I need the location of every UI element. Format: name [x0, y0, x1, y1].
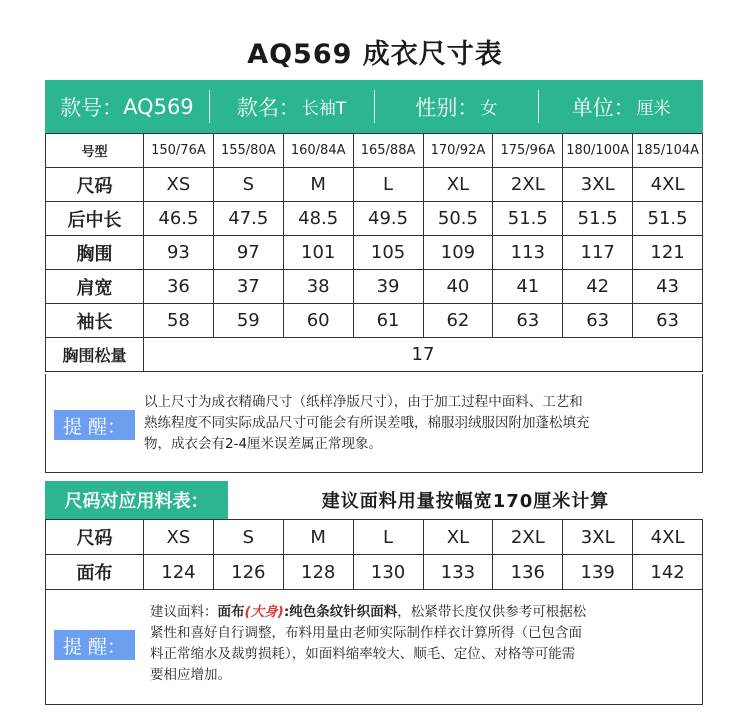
row-header: 肩宽: [46, 270, 144, 304]
table-cell: 126: [213, 555, 283, 590]
table-cell: 59: [213, 304, 283, 338]
reminder-box: [45, 374, 703, 473]
table-cell: 2XL: [493, 168, 563, 202]
table-cell: XS: [144, 520, 214, 555]
ease-value: 17: [144, 338, 703, 372]
gender: [375, 80, 539, 133]
table-cell: 62: [423, 304, 493, 338]
reminder-text: [144, 392, 590, 455]
table-cell: 130: [353, 555, 423, 590]
style-number-value: AQ569: [123, 94, 194, 119]
fabric-colon: :: [283, 604, 290, 620]
table-cell: 97: [213, 236, 283, 270]
table-row: [46, 134, 703, 168]
reminder-line: 以上尺寸为成衣精确尺寸（纸样净版尺寸），由于加工过程中面料、工艺和: [144, 394, 583, 410]
row-header: 后中长: [46, 202, 144, 236]
table-cell: S: [213, 520, 283, 555]
table-cell: 42: [563, 270, 633, 304]
row-header: 袖长: [46, 304, 144, 338]
reminder-line: 物，成衣会有2-4厘米误差属正常现象。: [144, 436, 383, 452]
table-cell: 51.5: [633, 202, 703, 236]
table-cell: 61: [353, 304, 423, 338]
reminder-line: [150, 602, 586, 623]
gender-label: 性别：: [415, 95, 479, 120]
table-cell: 101: [283, 236, 353, 270]
row-header: 尺码: [46, 520, 144, 555]
table-cell: 165/88A: [353, 134, 423, 168]
style-number-label: 款号：: [60, 95, 124, 120]
table-cell: 128: [283, 555, 353, 590]
reminder-line: 熟练程度不同实际成品尺寸可能会有所误差哦，棉服羽绒服因附加蓬松填充: [144, 415, 590, 431]
table-cell: 49.5: [353, 202, 423, 236]
row-header: 胸围松量: [46, 338, 144, 372]
table-cell: 185/104A: [633, 134, 703, 168]
unit-value: 厘米: [636, 99, 671, 119]
reminder-line: 紧性和喜好自行调整，布料用量由老师实际制作样衣计算所得（已包含面: [150, 625, 582, 641]
style-name: [210, 80, 374, 133]
table-cell: 60: [283, 304, 353, 338]
table-cell: 109: [423, 236, 493, 270]
table-row: [46, 520, 703, 555]
reminder-text: [150, 602, 586, 686]
table-cell: 160/84A: [283, 134, 353, 168]
fabric-type: 纯色条纹针织面料: [289, 604, 398, 620]
table-cell: 4XL: [633, 168, 703, 202]
size-chart-table: [45, 133, 703, 372]
table-cell: 58: [144, 304, 214, 338]
row-header: 面布: [46, 555, 144, 590]
table-cell: 105: [353, 236, 423, 270]
page-title: AQ569 成衣尺寸表: [247, 39, 503, 70]
style-name-label: 款名：: [236, 95, 300, 120]
table-cell: 4XL: [633, 520, 703, 555]
table-cell: 36: [144, 270, 214, 304]
table-cell: 47.5: [213, 202, 283, 236]
table-row: [46, 270, 703, 304]
unit: [539, 80, 703, 133]
table-row: [46, 304, 703, 338]
reminder-badge: 提 醒：: [54, 630, 135, 660]
table-cell: 38: [283, 270, 353, 304]
style-name-value: 长袖T: [301, 99, 347, 119]
table-cell: 93: [144, 236, 214, 270]
fabric-header-label: 尺码对应用料表：: [45, 481, 228, 519]
fabric-prefix: 建议面料：: [150, 604, 218, 620]
product-info-bar: [45, 80, 703, 133]
table-cell: 43: [633, 270, 703, 304]
table-cell: 3XL: [563, 520, 633, 555]
reminder-line: 料正常缩水及裁剪损耗），如面料缩率较大、顺毛、定位、对格等可能需: [150, 646, 576, 662]
gender-value: 女: [480, 99, 498, 119]
fabric-note: ，松紧带长度仅供参考可根据松: [397, 604, 587, 620]
table-cell: M: [283, 520, 353, 555]
table-cell: 121: [633, 236, 703, 270]
table-cell: 124: [144, 555, 214, 590]
table-cell: 117: [563, 236, 633, 270]
table-row: [46, 202, 703, 236]
table-row: [46, 168, 703, 202]
table-cell: 133: [423, 555, 493, 590]
fabric-header: [45, 481, 703, 519]
table-cell: L: [353, 168, 423, 202]
table-cell: XL: [423, 168, 493, 202]
style-number: [45, 80, 209, 133]
table-cell: 150/76A: [144, 134, 214, 168]
table-cell: 136: [493, 555, 563, 590]
table-cell: 41: [493, 270, 563, 304]
fabric-usage-table: [45, 519, 703, 590]
table-cell: XL: [423, 520, 493, 555]
table-cell: 51.5: [493, 202, 563, 236]
reminder-box-fabric: [45, 588, 703, 705]
table-row: [46, 236, 703, 270]
table-cell: 51.5: [563, 202, 633, 236]
row-header: 号型: [46, 134, 144, 168]
reminder-line: 要相应增加。: [150, 667, 231, 683]
table-cell: 3XL: [563, 168, 633, 202]
table-cell: S: [213, 168, 283, 202]
reminder-badge: 提 醒：: [54, 410, 135, 440]
table-cell: 175/96A: [493, 134, 563, 168]
table-cell: 63: [633, 304, 703, 338]
fabric-header-note: 建议面料用量按幅宽170厘米计算: [321, 491, 610, 512]
row-header: 尺码: [46, 168, 144, 202]
table-cell: 63: [493, 304, 563, 338]
table-cell: 155/80A: [213, 134, 283, 168]
table-cell: 170/92A: [423, 134, 493, 168]
table-cell: L: [353, 520, 423, 555]
table-cell: 63: [563, 304, 633, 338]
table-cell: 113: [493, 236, 563, 270]
row-header: 胸围: [46, 236, 144, 270]
table-cell: 37: [213, 270, 283, 304]
table-cell: XS: [144, 168, 214, 202]
table-cell: 40: [423, 270, 493, 304]
table-row: [46, 555, 703, 590]
fabric-part-note: (大身): [244, 604, 284, 620]
table-cell: 142: [633, 555, 703, 590]
table-cell: 39: [353, 270, 423, 304]
fabric-part: 面布: [217, 604, 245, 620]
table-row-ease: [46, 338, 703, 372]
table-cell: 139: [563, 555, 633, 590]
unit-label: 单位：: [571, 95, 635, 120]
table-cell: M: [283, 168, 353, 202]
table-cell: 46.5: [144, 202, 214, 236]
table-cell: 50.5: [423, 202, 493, 236]
table-cell: 180/100A: [563, 134, 633, 168]
table-cell: 2XL: [493, 520, 563, 555]
table-cell: 48.5: [283, 202, 353, 236]
